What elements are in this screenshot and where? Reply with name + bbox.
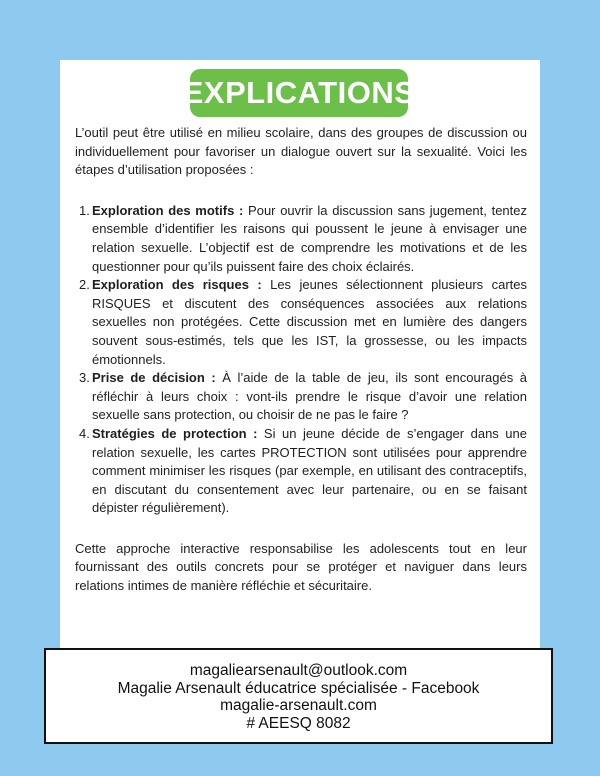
step-item [75, 202, 527, 276]
step-number: 4. [79, 425, 90, 441]
step-term: Exploration des motifs : [92, 202, 244, 218]
contact-footer [44, 648, 553, 744]
email-link[interactable]: magaliearsenault@outlook.com [189, 662, 408, 679]
step-term: Exploration des risques : [92, 277, 262, 293]
step-text: Les jeunes sélectionnent plusieurs cartes RISQUES et discutent des conséquences associées aux relations sexuelles non protégées. Cette discussion met en lumière des dangers souvent sous-estimés, tels que les IST, la grossesse, ou les impacts émotionnels. [92, 277, 527, 367]
step-number: 2. [79, 277, 90, 293]
license-number: # AEESQ 8082 [246, 714, 351, 732]
website-link[interactable]: magalie-arsenault.com [220, 697, 377, 714]
intro-paragraph: L’outil peut être utilisé en milieu scolaire, dans des groupes de discussion ou individuellement pour favoriser un dialogue ouvert sur la sexualité. Voici les étapes d’utilisation proposées : [75, 125, 527, 178]
step-text: À l’aide de la table de jeu, ils sont encouragés à réfléchir à leurs choix : vont-ils prendre le risque d’avoir une relation sexuelle sans protection, ou choisir de ne pas le faire ? [92, 370, 528, 423]
facebook-link[interactable]: Magalie Arsenault éducatrice spécialisée - Facebook [117, 679, 480, 697]
page-title: EXPLICATIONS [190, 69, 408, 117]
steps-list [75, 202, 527, 518]
step-term: Prise de décision : [92, 370, 216, 386]
outro-paragraph: Cette approche interactive responsabilise les adolescents tout en leur fournissant des outils concrets pour se protéger et naviguer dans leurs relations intimes de manière réfléchie et sécuritaire. [75, 540, 527, 594]
step-item [75, 276, 527, 369]
step-item [75, 369, 527, 425]
step-number: 3. [79, 370, 90, 386]
step-text: Si un jeune décide de s’engager dans une relation sexuelle, les cartes PROTECTION sont utilisées pour apprendre comment minimiser les risques (par exemple, en utilisant des contraceptifs, en discutant du consentement avec leur partenaire, ou en se faisant dépister régulièrement). [92, 425, 528, 516]
step-item [75, 425, 527, 518]
step-text: Pour ouvrir la discussion sans jugement, tentez ensemble d’identifier les raisons qui poussent le jeune à envisager une relation sexuelle. L’objectif est de comprendre les motivations et de les questionner pour qu’ils puissent faire des choix éclairés. [92, 202, 527, 274]
step-number: 1. [79, 202, 90, 218]
content-body [75, 124, 527, 596]
step-term: Stratégies de protection : [92, 425, 258, 441]
